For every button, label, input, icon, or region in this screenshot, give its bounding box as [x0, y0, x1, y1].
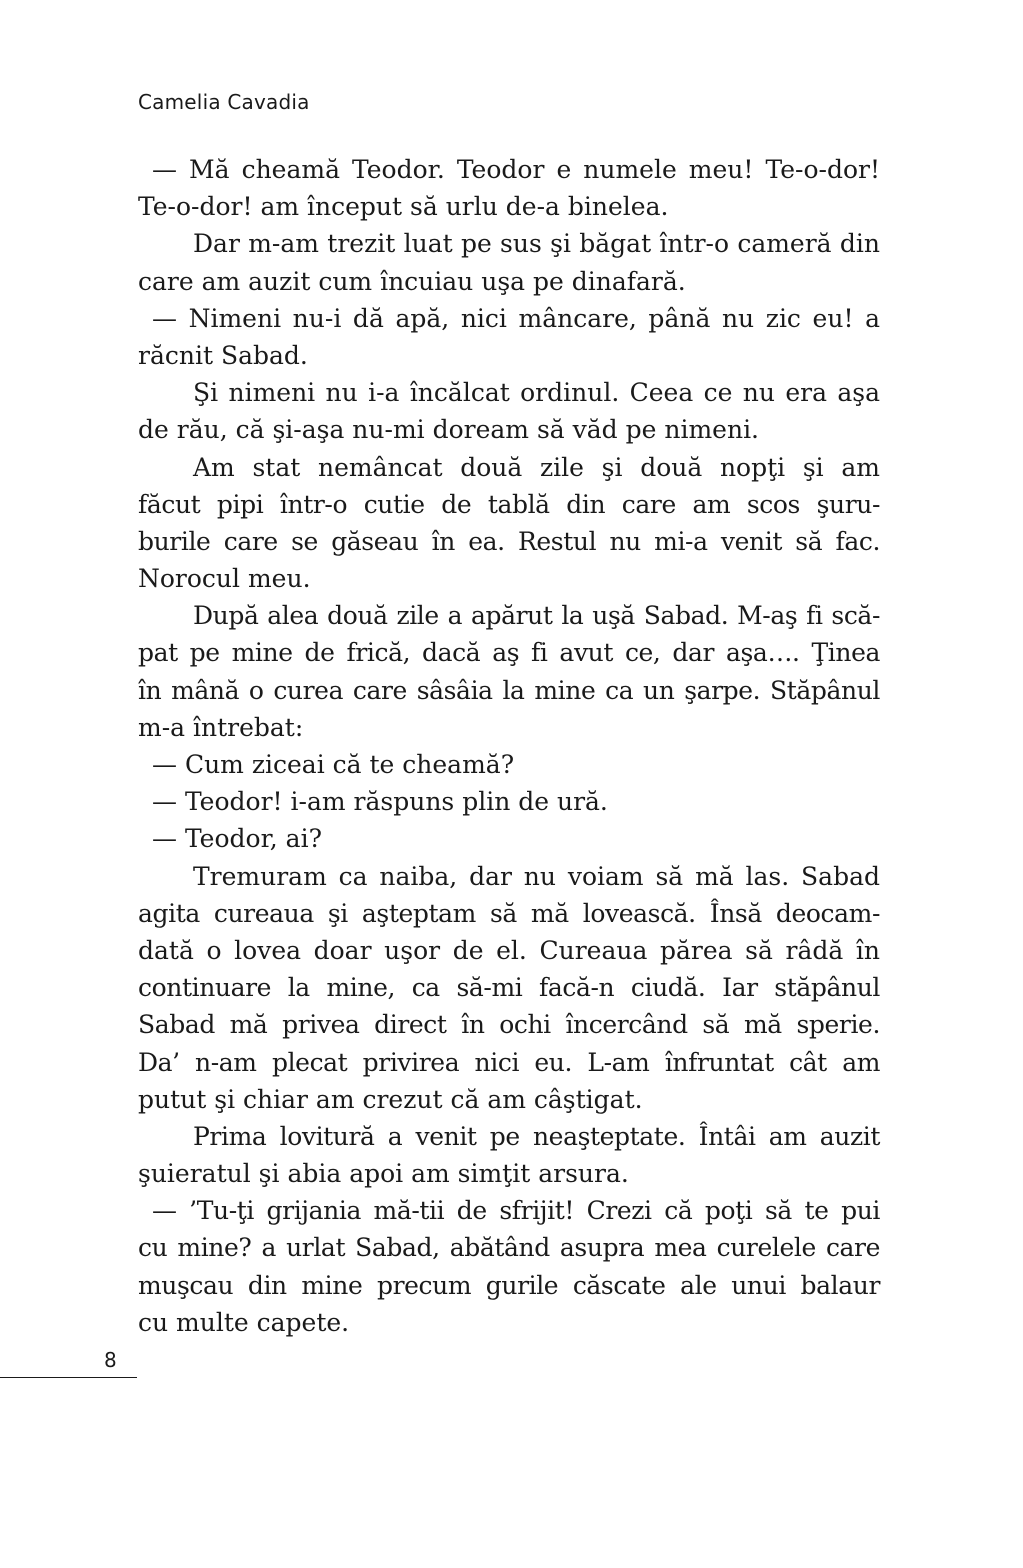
- text-line: — Cum ziceai că te cheamă?: [152, 750, 515, 779]
- page-number: 8: [104, 1348, 117, 1372]
- text-line: m-a întrebat:: [138, 712, 304, 742]
- text-line: — Nimeni nu-i dă apă, nici mâncare, până nu zic eu! a: [152, 303, 880, 333]
- text-line: Tremuram ca naiba, dar nu voiam să mă las. Sabad: [193, 861, 880, 891]
- text-line: Norocul meu.: [138, 564, 311, 594]
- text-line: în mână o curea care sâsâia la mine ca un şarpe. Stăpânul: [138, 675, 880, 705]
- text-line: Da’ n-am plecat privirea nici eu. L-am înfruntat cât am: [138, 1047, 880, 1077]
- text-line: continuare la mine, ca să-mi facă-n ciudă. Iar stăpânul: [138, 973, 880, 1003]
- text-line: cu multe capete.: [138, 1307, 350, 1337]
- text-line: agita cureaua şi aşteptam să mă lovească. Însă deocam-: [138, 898, 880, 928]
- text-line: Prima lovitură a venit pe neaşteptate. Întâi am auzit: [193, 1121, 880, 1151]
- text-line: Te-o-dor! am început să urlu de-a binelea.: [138, 192, 669, 222]
- text-line: Dar m-am trezit luat pe sus şi băgat într-o cameră din: [193, 229, 880, 259]
- text-line: muşcau din mine precum gurile căscate ale unui balaur: [138, 1270, 880, 1300]
- body-text: [138, 151, 880, 1341]
- text-line: răcnit Sabad.: [138, 340, 308, 370]
- footer-rule: [0, 1377, 137, 1378]
- text-line: — Teodor! i-am răspuns plin de ură.: [152, 787, 608, 817]
- text-line: — Mă cheamă Teodor. Teodor e numele meu! Te-o-dor!: [152, 155, 880, 184]
- text-line: După alea două zile a apărut la uşă Sabad. M-aş fi scă-: [193, 601, 880, 631]
- text-line: Şi nimeni nu i-a încălcat ordinul. Ceea ce nu era aşa: [193, 378, 880, 408]
- text-line: de rău, că şi-aşa nu-mi doream să văd pe nimeni.: [138, 415, 760, 445]
- text-line: şuieratul şi abia apoi am simţit arsura.: [138, 1159, 629, 1189]
- text-line: putut şi chiar am crezut că am câştigat.: [138, 1084, 643, 1114]
- running-header-author: Camelia Cavadia: [138, 90, 310, 114]
- text-line: Sabad mă privea direct în ochi încercând să mă sperie.: [138, 1010, 880, 1040]
- text-line: — ’Tu-ţi grijania mă-tii de sfrijit! Crezi că poţi să te pui: [152, 1196, 880, 1226]
- text-line: — Teodor, ai?: [152, 824, 322, 854]
- text-line: făcut pipi într-o cutie de tablă din care am scos şuru-: [138, 489, 880, 519]
- text-line: pat pe mine de frică, dacă aş fi avut ce, dar aşa…. Ţinea: [138, 638, 880, 668]
- text-line: burile care se găseau în ea. Restul nu mi-a venit să fac.: [138, 526, 880, 556]
- text-line: dată o lovea doar uşor de el. Cureaua părea să râdă în: [138, 935, 880, 965]
- text-line: care am auzit cum încuiau uşa pe dinafară.: [138, 266, 686, 296]
- text-line: Am stat nemâncat două zile şi două nopţi şi am: [193, 452, 880, 482]
- text-line: cu mine? a urlat Sabad, abătând asupra mea curelele care: [138, 1233, 880, 1263]
